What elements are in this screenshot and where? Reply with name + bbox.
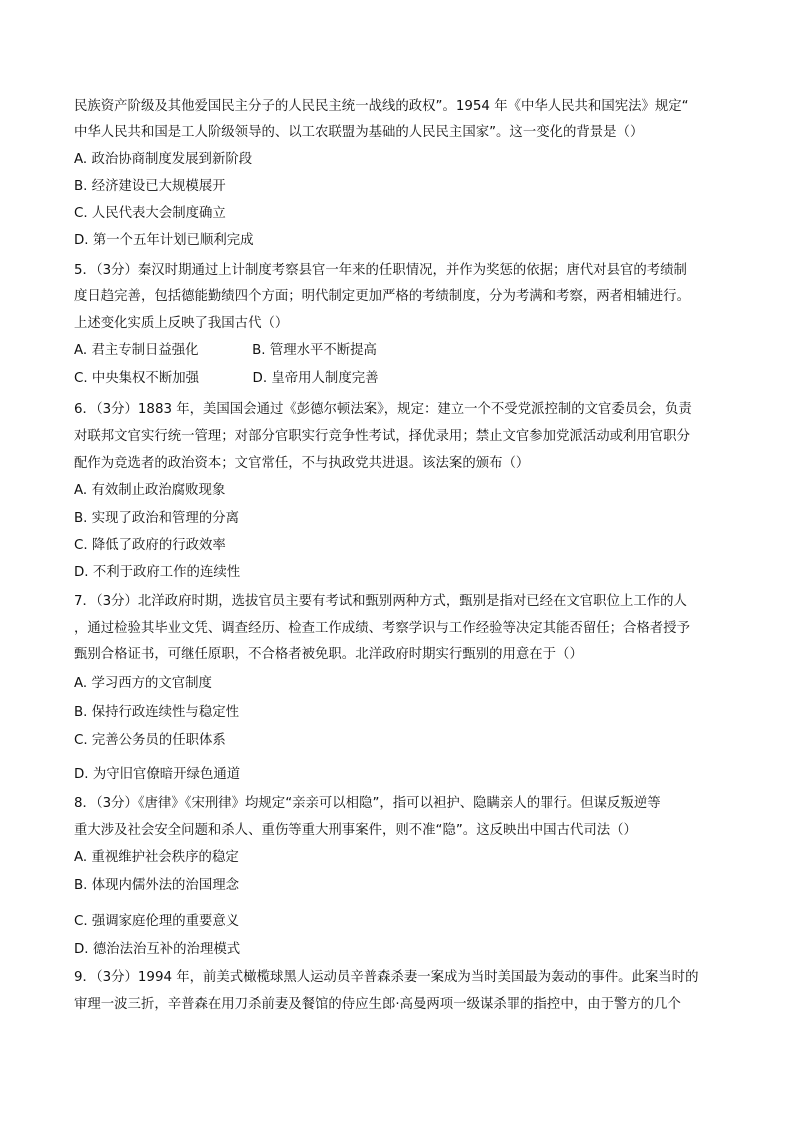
question-5-line: 度日趋完善，包括德能勤绩四个方面；明代制定更加严格的考绩制度，分为考满和考察，两者相辅进行。 xyxy=(74,289,690,304)
option-line: C. 降低了政府的行政效率 xyxy=(74,538,226,553)
question-7-line: 7．（3分）北洋政府时期，选拔官员主要有考试和甄别两种方式，甄别是指对已经在文官职位上工作的人 xyxy=(74,594,687,609)
question-9-line: 审理一波三折，辛普森在用刀杀前妻及餐馆的侍应生郎·高曼两项一级谋杀罪的指控中，由于警方的几个 xyxy=(74,997,681,1012)
option-line: A. 学习西方的文官制度 xyxy=(74,676,212,691)
option-line: C. 完善公务员的任职体系 xyxy=(74,733,226,748)
option-line: B. 体现内儒外法的治国理念 xyxy=(74,878,239,893)
question-9-line: 9．（3分）1994 年，前美式橄榄球黑人运动员辛普森杀妻一案成为当时美国最为轰动的事件。此案当时的 xyxy=(74,970,699,985)
question-7-line: 甄别合格证书，可继任原职，不合格者被免职。北洋政府时期实行甄别的用意在于（） xyxy=(74,647,583,662)
option-line: A. 有效制止政治腐败现象 xyxy=(74,483,226,498)
question-5-line: 5．（3分）秦汉时期通过上计制度考察县官一年来的任职情况，并作为奖惩的依据；唐代对县官的考绩制 xyxy=(74,263,687,278)
question-8-line: 8．（3分）《唐律》《宋刑律》均规定“亲亲可以相隐”，指可以袒护、隐瞒亲人的罪行。但谋反叛逆等 xyxy=(74,796,661,811)
option-line: C. 强调家庭伦理的重要意义 xyxy=(74,914,240,929)
option-line: C. 中央集权不断加强 D. 皇帝用人制度完善 xyxy=(74,371,379,386)
option-line: D. 为守旧官僚暗开绿色通道 xyxy=(74,767,241,782)
option-line: A. 君主专制日益强化 B. 管理水平不断提高 xyxy=(74,343,377,358)
text-line: 中华人民共和国是工人阶级领导的、以工农联盟为基础的人民民主国家”。这一变化的背景是（） xyxy=(74,125,644,140)
option-line: B. 保持行政连续性与稳定性 xyxy=(74,705,239,720)
option-line: B. 实现了政治和管理的分离 xyxy=(74,511,239,526)
question-6-line: 配作为竞选者的政治资本；文官常任，不与执政党共进退。该法案的颁布（） xyxy=(74,456,530,471)
option-line: D. 不利于政府工作的连续性 xyxy=(74,565,241,580)
option-line: A. 政治协商制度发展到新阶段 xyxy=(74,152,253,167)
option-line: C. 人民代表大会制度确立 xyxy=(74,206,226,221)
text-line: 民族资产阶级及其他爱国民主分子的人民民主统一战线的政权”。1954 年《中华人民共和国宪法》规定“ xyxy=(74,99,689,114)
option-line: D. 第一个五年计划已顺利完成 xyxy=(74,233,254,248)
option-line: D. 德治法治互补的治理模式 xyxy=(74,942,241,957)
option-line: B. 经济建设已大规模展开 xyxy=(74,179,226,194)
question-8-line: 重大涉及社会安全问题和杀人、重伤等重大刑事案件，则不准“隐”。这反映出中国古代司法（） xyxy=(74,823,637,838)
question-6-line: 6．（3分）1883 年，美国国会通过《彭德尔顿法案》，规定：建立一个不受党派控制的文官委员会，负责 xyxy=(74,402,692,417)
question-5-line: 上述变化实质上反映了我国古代（） xyxy=(74,316,289,331)
question-7-line: ，通过检验其毕业文凭、调查经历、检查工作成绩、考察学识与工作经验等决定其能否留任；合格者授予 xyxy=(74,621,690,636)
question-6-line: 对联邦文官实行统一管理；对部分官职实行竞争性考试，择优录用；禁止文官参加党派活动或利用官职分 xyxy=(74,429,690,444)
option-line: A. 重视维护社会秩序的稳定 xyxy=(74,850,239,865)
